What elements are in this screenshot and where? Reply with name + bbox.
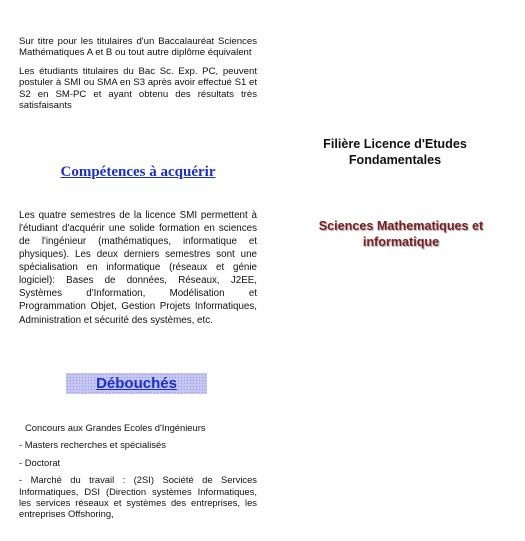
- admission-paragraph-2: Les étudiants titulaires du Bac Sc. Exp. PC, peuvent postuler à SMI ou SMA en S3 après avoir effectué S1 et S2 en SM-PC et ayant obtenu des résultats très satisfaisants: [19, 65, 257, 112]
- debouches-item-concours: Concours aux Grandes Ecoles d'Ingénieurs: [25, 422, 206, 433]
- debouches-heading-box: [66, 373, 207, 394]
- filiere-title: Filière Licence d'Etudes Fondamentales: [323, 137, 467, 167]
- left-column: [19, 36, 257, 520]
- debouches-item-masters: - Masters recherches et spécialisés: [19, 439, 166, 451]
- debouches-item-doctorat: - Doctorat: [19, 456, 61, 468]
- competences-heading: Compétences à acquérir: [60, 164, 216, 180]
- competences-paragraph: Les quatre semestres de la licence SMI permettent à l'étudiant d'acquérir une solide formation en sciences de l'ingénieur (mathématiques, informatique et physiques). Les deux derniers semestres sont une spécialisation en informatique (réseaux et génie logiciel): Bases de données, Réseaux, J2EE, Systèmes d'Information, Modélisation et Programmation Objet, Gestion Projets Informatiques, Administration et sécurité des systèmes, etc.: [19, 209, 257, 326]
- debouches-item-marche: - Marché du travail : (2SI) Société de Services Informatiques, DSI (Direction systèmes Informatiques, les services réseaux et systèmes des entreprises, les entreprises Offshoring,: [19, 474, 257, 520]
- filiere-subtitle: Sciences Mathematiques et informatique: [318, 219, 484, 249]
- debouches-list: [19, 422, 257, 520]
- debouches-heading: Débouchés: [96, 375, 177, 392]
- admission-paragraph-1: Sur titre pour les titulaires d'un Baccalauréat Sciences Mathématiques A et B ou tout autre diplôme équivalent: [19, 36, 257, 59]
